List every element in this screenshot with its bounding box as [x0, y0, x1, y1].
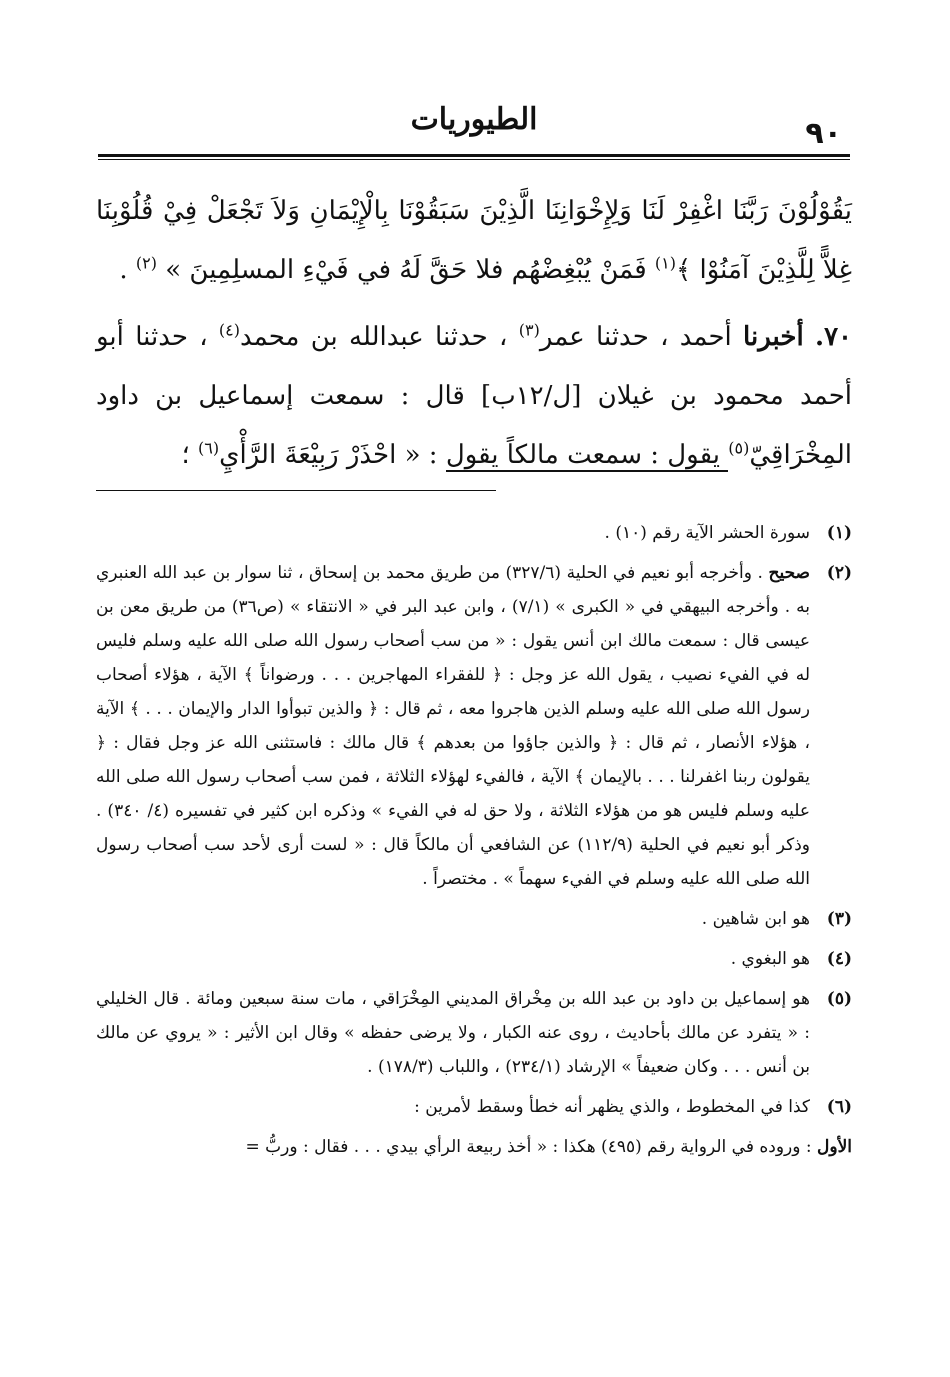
footnote-text	[96, 942, 810, 976]
footnote-text	[96, 1090, 810, 1124]
header-rule-thin	[98, 159, 850, 160]
footnote-text	[96, 902, 810, 936]
footnote-ref: (٦)	[198, 438, 220, 458]
footnote-ref: (٣)	[518, 320, 540, 340]
footnote-ref: (٤)	[218, 320, 241, 340]
footnote-text	[96, 982, 810, 1084]
footnote-continuation	[96, 1130, 852, 1164]
footnote-body: هو إسماعيل بن داود بن عبد الله بن مِخْراق المديني المِخْرَاقي ، مات سنة سبعين ومائة . قال الخليلي : « يتفرد عن مالك بأحاديث ، روى عنه الكبار ، ولا يرضى حفظه » وقال ابن الأثير : « يروي عن مالك بن أنس . . . وكان ضعيفاً » الإرشاد (٢٣٤/١) ، واللباب (١٧٨/٣) .	[96, 989, 810, 1077]
footnote-body: . وأخرجه أبو نعيم في الحلية (٣٢٧/٦) من طريق محمد بن إسحاق ، ثنا سوار بن عبد الله العنبري به . وأخرجه البيهقي في « الكبرى » (٧/١) ، وابن عبد البر في « الانتقاء » (ص٣٦) من طريق معن بن عيسى قال : سمعت مالك ابن أنس يقول : « من سب أصحاب رسول الله صلى الله عليه وسلم فليس له في الفيء نصيب ، يقول الله عز وجل : ﴿ للفقراء المهاجرين . . . ورضواناً ﴾ الآية ، هؤلاء أصحاب رسول الله صلى الله عليه وسلم الذين هاجروا معه ، ثم قال : ﴿ والذين تبوأوا الدار والإيمان . . . ﴾ الآية ، هؤلاء الأنصار ، ثم قال : ﴿ والذين جاؤوا من بعدهم ﴾ قال مالك : فاستثنى الله عز وجل فقال : ﴿ يقولون ربنا اغفرلنا . . . بالإيمان ﴾ الآية ، فالفيء لهؤلاء الثلاثة ، فمن سب أصحاب رسول الله صلى الله عليه وسلم فليس هو من هؤلاء الثلاثة ، ولا حق له في الفيء » وذكره ابن كثير في تفسيره (٤/ ٣٤٠) . وذكر أبو نعيم في الحلية (١١٢/٩) عن الشافعي أن مالكاً قال : « لست أرى لأحد سب أصحاب رسول الله صلى الله عليه وسلم في الفيء سهماً » . مختصراً .	[96, 563, 811, 889]
matn-underlined: يقول : سمعت مالكاً يقول	[445, 440, 729, 470]
main-text	[96, 182, 852, 485]
continuation-text: : وروده في الرواية رقم (٤٩٥) هكذا : « أخذ ربيعة الرأي بيدي . . . فقال : وربُّ =	[245, 1137, 818, 1157]
footnote-body: سورة الحشر الآية رقم (١٠) .	[604, 523, 810, 543]
footnote-number: (٤)	[826, 949, 852, 969]
footnote	[96, 982, 852, 1084]
matn: : « احْذَرْ رَبِيْعَةَ الرَّأْيِ	[219, 440, 446, 470]
isnad-part: أحمد ، حدثنا عمر	[539, 322, 744, 352]
footnote	[96, 942, 852, 976]
matn-end: ؛	[181, 440, 199, 470]
footnote-number: (٥)	[826, 989, 852, 1009]
hadith-number: ٧٠.	[815, 322, 853, 352]
footnote-number: (٦)	[826, 1097, 852, 1117]
akhbarana: أخبرنا	[743, 322, 804, 352]
running-title: الطيوريات	[410, 102, 538, 137]
footnote-number: (٢)	[826, 563, 852, 583]
footnote-ref: (٥)	[728, 438, 750, 458]
footnote	[96, 902, 852, 936]
footnote-body: كذا في المخطوط ، والذي يظهر أنه خطأ وسقط لأمرين :	[414, 1097, 810, 1117]
footnote-ref: (٢)	[135, 253, 157, 273]
footnote	[96, 516, 852, 550]
isnad-part: ، حدثنا عبدالله بن محمد	[240, 322, 519, 352]
footnotes	[96, 516, 852, 1164]
page-number: ٩٠	[805, 116, 842, 151]
header-rule	[98, 154, 850, 157]
verse-paragraph	[96, 182, 852, 300]
verse-after: فَمَنْ يُبْغِضْهُم فلا حَقَّ لَهُ في فَيْءِ المسلِمِينَ »	[157, 255, 655, 285]
footnote	[96, 1090, 852, 1124]
isnad-part: ، حدثنا أبو أحمد محمود بن غيلان [ل/١٢ب] قال : سمعت إسماعيل بن داود المِخْرَاقِيّ	[96, 322, 852, 470]
verse-end: .	[119, 255, 136, 285]
footnote-grade: صحيح	[768, 563, 810, 583]
footnote-ref: (١)	[654, 253, 676, 273]
footnote-separator	[96, 490, 496, 491]
footnote	[96, 556, 852, 896]
footnote-body: هو البغوي .	[730, 949, 810, 969]
footnote-number: (٣)	[826, 909, 852, 929]
footnote-number: (١)	[826, 523, 852, 543]
footnote-text	[96, 556, 810, 896]
quran-verse: يَقُوْلُوْنَ رَبَّنَا اغْفِرْ لَنَا وَلِإِخْوَانِنَا الَّذِيْنَ سَبَقُوْنَا بِالْإِيْمَانِ وَلاَ تَجْعَلْ فِيْ قُلُوْبِنَا غِلاًّ لِلَّذِيْنَ آمَنُوْا ﴾	[96, 196, 852, 285]
footnote-body: هو ابن شاهين .	[701, 909, 810, 929]
continuation-heading: الأول	[817, 1137, 852, 1157]
page-header	[98, 96, 850, 156]
hadith-paragraph	[96, 308, 852, 485]
footnote-text	[96, 516, 810, 550]
